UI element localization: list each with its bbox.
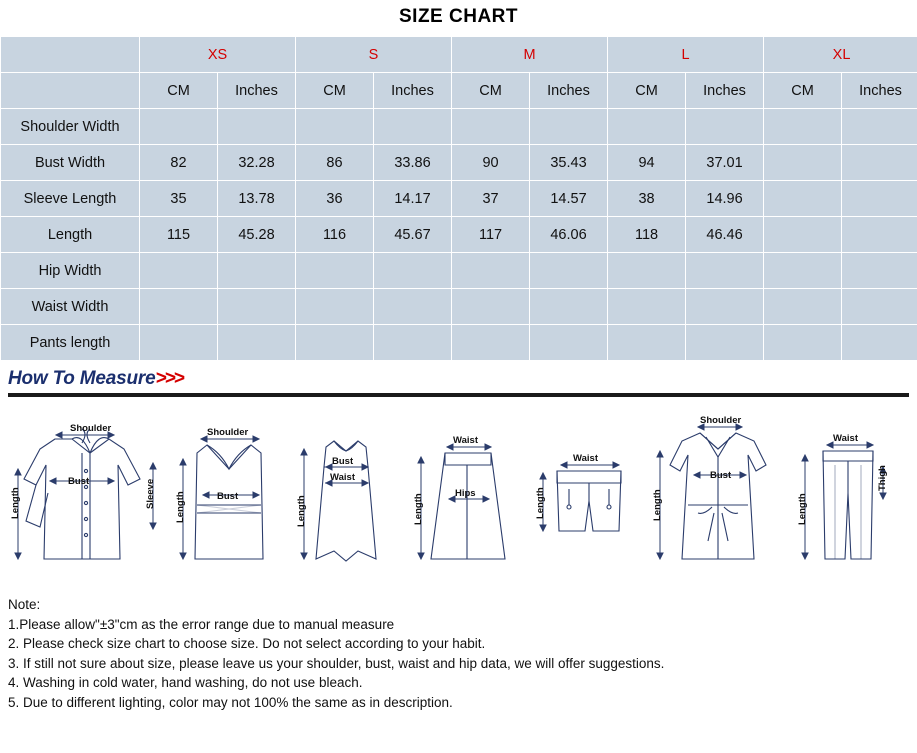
table-row bbox=[1, 325, 917, 361]
unit-header-cm-s: CM bbox=[296, 73, 374, 109]
cell bbox=[218, 253, 296, 289]
label-waist: Waist bbox=[453, 435, 479, 446]
cell bbox=[530, 253, 608, 289]
table-row bbox=[1, 253, 917, 289]
row-label-hip-width: Hip Width bbox=[1, 253, 140, 289]
cell bbox=[608, 109, 686, 145]
label-length: Length bbox=[296, 495, 308, 527]
cell: 38 bbox=[608, 181, 686, 217]
figure-dress bbox=[290, 409, 408, 589]
label-bust: Bust bbox=[68, 476, 90, 487]
label-length: Length bbox=[413, 493, 425, 525]
cell bbox=[764, 325, 842, 361]
cell bbox=[374, 109, 452, 145]
cell bbox=[452, 289, 530, 325]
label-length: Length bbox=[796, 493, 808, 525]
cell bbox=[530, 109, 608, 145]
cell: 115 bbox=[140, 217, 218, 253]
row-label-pants-length: Pants length bbox=[1, 325, 140, 361]
cell: 45.67 bbox=[374, 217, 452, 253]
figure-coat bbox=[648, 409, 788, 589]
cell: 14.57 bbox=[530, 181, 608, 217]
arrows-icon: >>> bbox=[155, 368, 183, 389]
cell: 118 bbox=[608, 217, 686, 253]
cell: 33.86 bbox=[374, 145, 452, 181]
cell bbox=[530, 325, 608, 361]
cell: 116 bbox=[296, 217, 374, 253]
cell bbox=[764, 181, 842, 217]
measure-figures bbox=[8, 397, 909, 589]
cell: 14.96 bbox=[686, 181, 764, 217]
cell: 117 bbox=[452, 217, 530, 253]
cell bbox=[686, 109, 764, 145]
page-title: SIZE CHART bbox=[399, 6, 518, 27]
row-label-waist-width: Waist Width bbox=[1, 289, 140, 325]
cell bbox=[218, 325, 296, 361]
cell: 94 bbox=[608, 145, 686, 181]
cell bbox=[140, 109, 218, 145]
label-thigh: Thigh bbox=[876, 465, 888, 491]
note-line-4: 4. Washing in cold water, hand washing, do not use bleach. bbox=[8, 675, 363, 691]
label-bust: Bust bbox=[332, 456, 354, 467]
unit-header-inches-m: Inches bbox=[530, 73, 608, 109]
unit-header-inches-xl: Inches bbox=[842, 73, 917, 109]
size-chart-table bbox=[0, 36, 917, 361]
label-length: Length bbox=[10, 487, 21, 519]
cell bbox=[140, 289, 218, 325]
label-bust: Bust bbox=[217, 491, 239, 502]
label-length: Length bbox=[175, 491, 187, 523]
label-waist: Waist bbox=[832, 433, 858, 444]
cell bbox=[764, 217, 842, 253]
cell bbox=[452, 109, 530, 145]
cell: 37.01 bbox=[686, 145, 764, 181]
cell bbox=[374, 289, 452, 325]
cell bbox=[764, 253, 842, 289]
unit-header-cm-l: CM bbox=[608, 73, 686, 109]
cell: 46.06 bbox=[530, 217, 608, 253]
size-header-m: M bbox=[452, 37, 608, 73]
cell bbox=[608, 289, 686, 325]
cell bbox=[452, 253, 530, 289]
notes-heading: Note: bbox=[8, 597, 41, 612]
cell: 90 bbox=[452, 145, 530, 181]
cell bbox=[842, 289, 917, 325]
unit-header-inches-xs: Inches bbox=[218, 73, 296, 109]
note-line-2: 2. Please check size chart to choose size. Do not select according to your habit. bbox=[8, 636, 486, 652]
label-bust: Bust bbox=[709, 470, 731, 481]
cell bbox=[686, 325, 764, 361]
label-waist: Waist bbox=[572, 453, 598, 464]
table-row bbox=[1, 109, 917, 145]
cell bbox=[452, 325, 530, 361]
label-length: Length bbox=[651, 489, 663, 521]
cell bbox=[764, 289, 842, 325]
row-label-sleeve-length: Sleeve Length bbox=[1, 181, 140, 217]
label-shoulder: Shoulder bbox=[699, 415, 741, 426]
cell bbox=[296, 325, 374, 361]
notes-section bbox=[0, 589, 917, 712]
label-shoulder: Shoulder bbox=[207, 427, 249, 438]
figure-tank-top bbox=[171, 409, 289, 589]
cell bbox=[764, 145, 842, 181]
table-corner-cell bbox=[1, 37, 140, 73]
cell: 13.78 bbox=[218, 181, 296, 217]
cell bbox=[296, 289, 374, 325]
figure-pants bbox=[789, 409, 907, 589]
cell bbox=[686, 253, 764, 289]
cell bbox=[608, 253, 686, 289]
table-corner-cell-2 bbox=[1, 73, 140, 109]
unit-header-inches-l: Inches bbox=[686, 73, 764, 109]
cell bbox=[140, 325, 218, 361]
cell bbox=[842, 109, 917, 145]
cell bbox=[530, 289, 608, 325]
note-line-3: 3. If still not sure about size, please leave us your shoulder, bust, waist and hip data, we will offer suggestions. bbox=[8, 655, 665, 671]
unit-header-cm-m: CM bbox=[452, 73, 530, 109]
cell bbox=[296, 253, 374, 289]
table-row bbox=[1, 145, 917, 181]
cell: 36 bbox=[296, 181, 374, 217]
cell bbox=[140, 253, 218, 289]
unit-header-inches-s: Inches bbox=[374, 73, 452, 109]
size-header-s: S bbox=[296, 37, 452, 73]
size-header-xl: XL bbox=[764, 37, 917, 73]
cell bbox=[842, 145, 917, 181]
label-shoulder: Shoulder bbox=[70, 423, 112, 434]
table-row bbox=[1, 181, 917, 217]
figure-skirt bbox=[409, 409, 527, 589]
cell: 32.28 bbox=[218, 145, 296, 181]
cell bbox=[764, 109, 842, 145]
cell bbox=[374, 253, 452, 289]
table-row bbox=[1, 217, 917, 253]
cell: 37 bbox=[452, 181, 530, 217]
cell: 86 bbox=[296, 145, 374, 181]
label-hips: Hips bbox=[455, 488, 477, 499]
size-header-l: L bbox=[608, 37, 764, 73]
row-label-bust-width: Bust Width bbox=[1, 145, 140, 181]
cell bbox=[842, 325, 917, 361]
cell: 82 bbox=[140, 145, 218, 181]
cell: 46.46 bbox=[686, 217, 764, 253]
cell bbox=[842, 253, 917, 289]
label-sleeve: Sleeve bbox=[145, 478, 156, 509]
cell: 45.28 bbox=[218, 217, 296, 253]
cell bbox=[608, 325, 686, 361]
size-header-xs: XS bbox=[140, 37, 296, 73]
cell bbox=[296, 109, 374, 145]
label-waist: Waist bbox=[330, 472, 356, 483]
cell: 35.43 bbox=[530, 145, 608, 181]
figure-shorts bbox=[529, 409, 647, 589]
row-label-shoulder-width: Shoulder Width bbox=[1, 109, 140, 145]
cell bbox=[374, 325, 452, 361]
how-to-measure-title bbox=[8, 368, 909, 390]
unit-header-cm-xl: CM bbox=[764, 73, 842, 109]
table-header-sizes bbox=[1, 37, 917, 73]
cell bbox=[842, 217, 917, 253]
cell bbox=[218, 109, 296, 145]
unit-header-cm-xs: CM bbox=[140, 73, 218, 109]
row-label-length: Length bbox=[1, 217, 140, 253]
table-header-units bbox=[1, 73, 917, 109]
cell bbox=[842, 181, 917, 217]
cell: 35 bbox=[140, 181, 218, 217]
note-line-5: 5. Due to different lighting, color may not 100% the same as in description. bbox=[8, 694, 453, 710]
label-length: Length bbox=[534, 487, 546, 519]
how-to-measure-section bbox=[0, 368, 917, 589]
figure-blouse bbox=[10, 409, 170, 589]
cell: 14.17 bbox=[374, 181, 452, 217]
cell bbox=[218, 289, 296, 325]
note-line-1: 1.Please allow"±3"cm as the error range due to manual measure bbox=[8, 616, 395, 632]
cell bbox=[686, 289, 764, 325]
table-row bbox=[1, 289, 917, 325]
how-to-measure-label: How To Measure bbox=[8, 368, 156, 389]
